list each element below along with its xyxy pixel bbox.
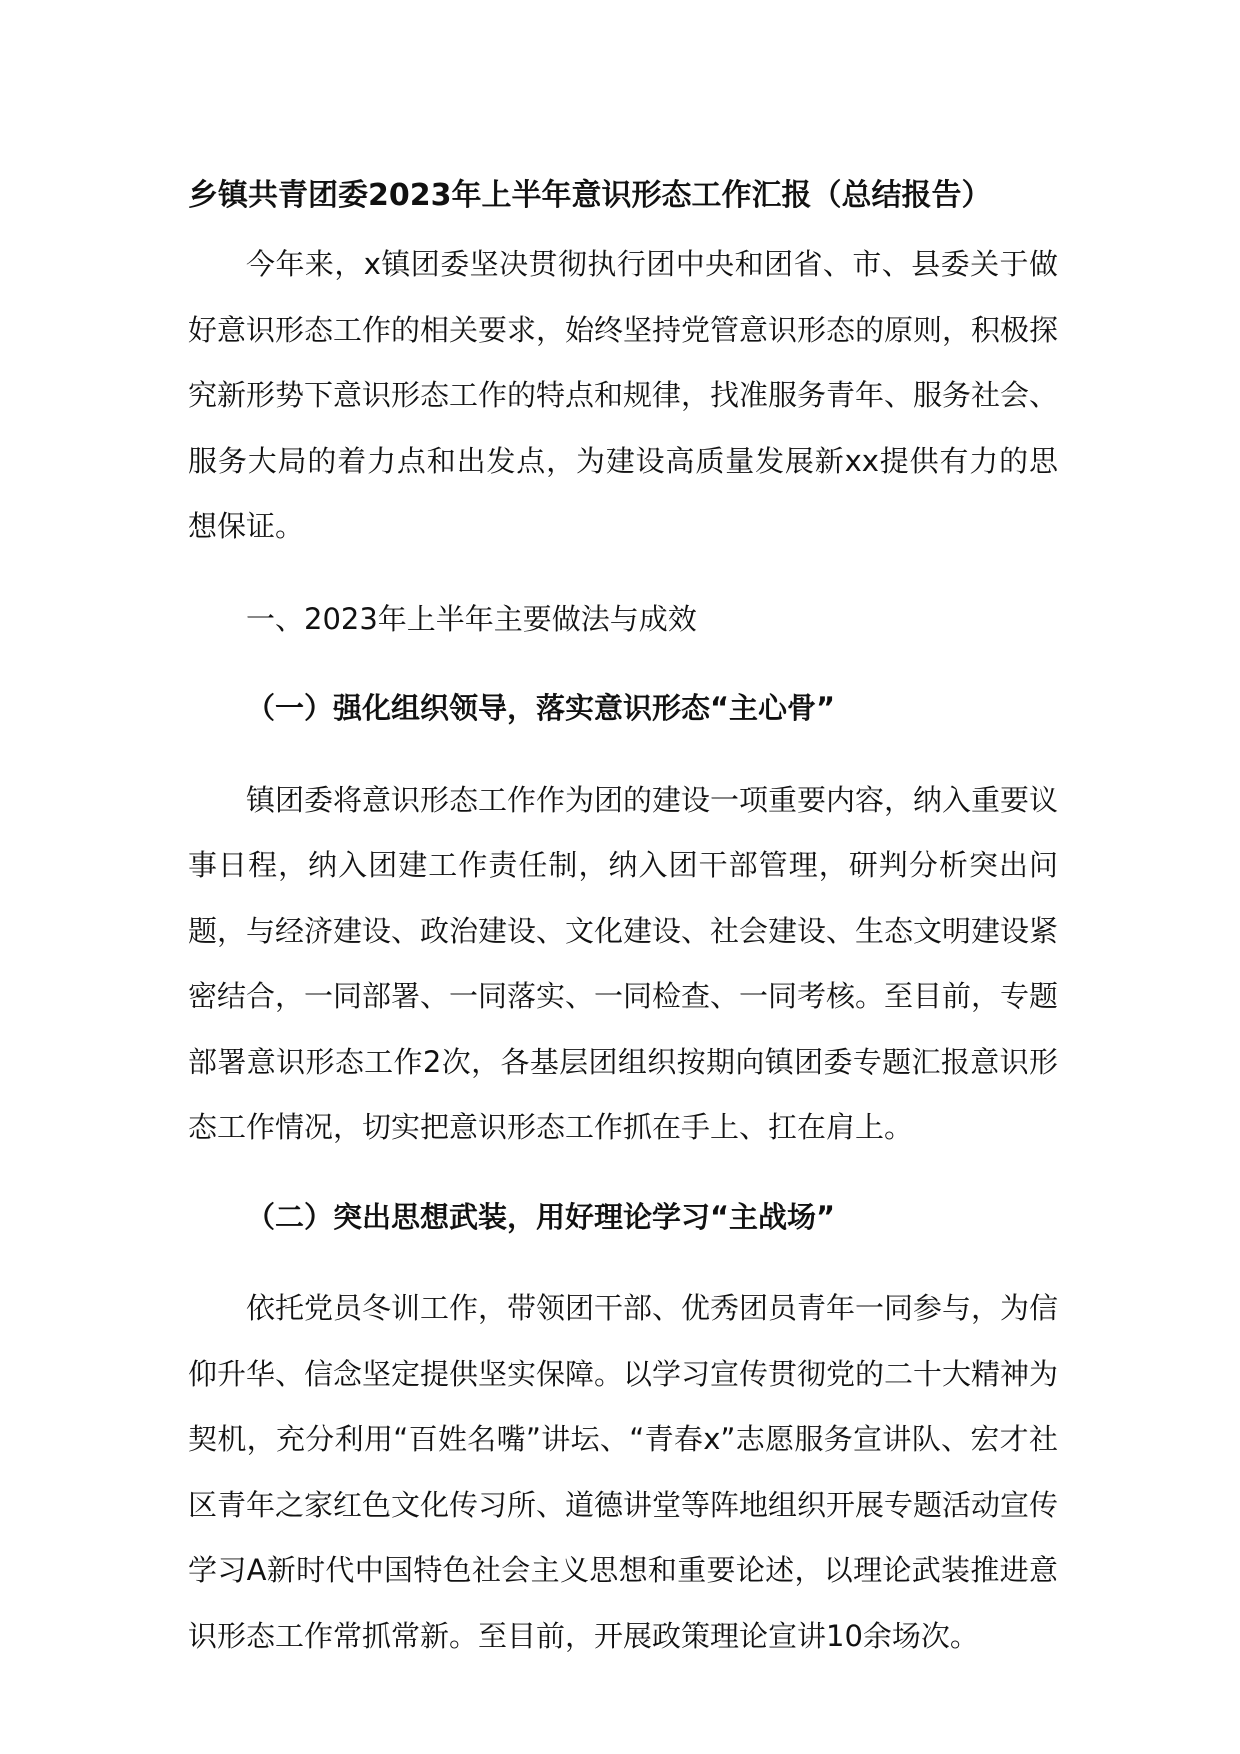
subsection-heading-1: （一）强化组织领导，落实意识形态“主心骨” [246,691,836,725]
document-body [188,232,1058,1669]
subsection-1-paragraph: 镇团委将意识形态工作作为团的建设一项重要内容，纳入重要议事日程，纳入团建工作责任制，纳入团干部管理，研判分析突出问题，与经济建设、政治建设、文化建设、社会建设、生态文明建设紧密结合，一同部署、一同落实、一同检查、一同考核。至目前，专题部署意识形态工作2次，各基层团组织按期向镇团委专题汇报意识形态工作情况，切实把意识形态工作抓在手上、扛在肩上。 [188,782,1059,1144]
document-title: 乡镇共青团委2023年上半年意识形态工作汇报（总结报告） [188,178,992,213]
subsection-heading-2: （二）突出思想武装，用好理论学习“主战场” [246,1199,836,1234]
section-heading-1: 一、2023年上半年主要做法与成效 [246,601,697,636]
subsection-2-paragraph: 依托党员冬训工作，带领团干部、优秀团员青年一同参与，为信仰升华、信念坚定提供坚实保障。以学习宣传贯彻党的二十大精神为契机，充分利用“百姓名嘴”讲坛、“青春x”志愿服务宣讲队、宏才社区青年之家红色文化传习所、道德讲堂等阵地组织开展专题活动宣传学习A新时代中国特色社会主义思想和重要论述，以理论武装推进意识形态工作常抓常新。至目前，开展政策理论宣讲10余场次。 [188,1291,1059,1653]
intro-paragraph: 今年来，x镇团委坚决贯彻执行团中央和团省、市、县委关于做好意识形态工作的相关要求，始终坚持党管意识形态的原则，积极探究新形势下意识形态工作的特点和规律，找准服务青年、服务社会、服务大局的着力点和出发点，为建设高质量发展新xx提供有力的思想保证。 [188,247,1059,543]
